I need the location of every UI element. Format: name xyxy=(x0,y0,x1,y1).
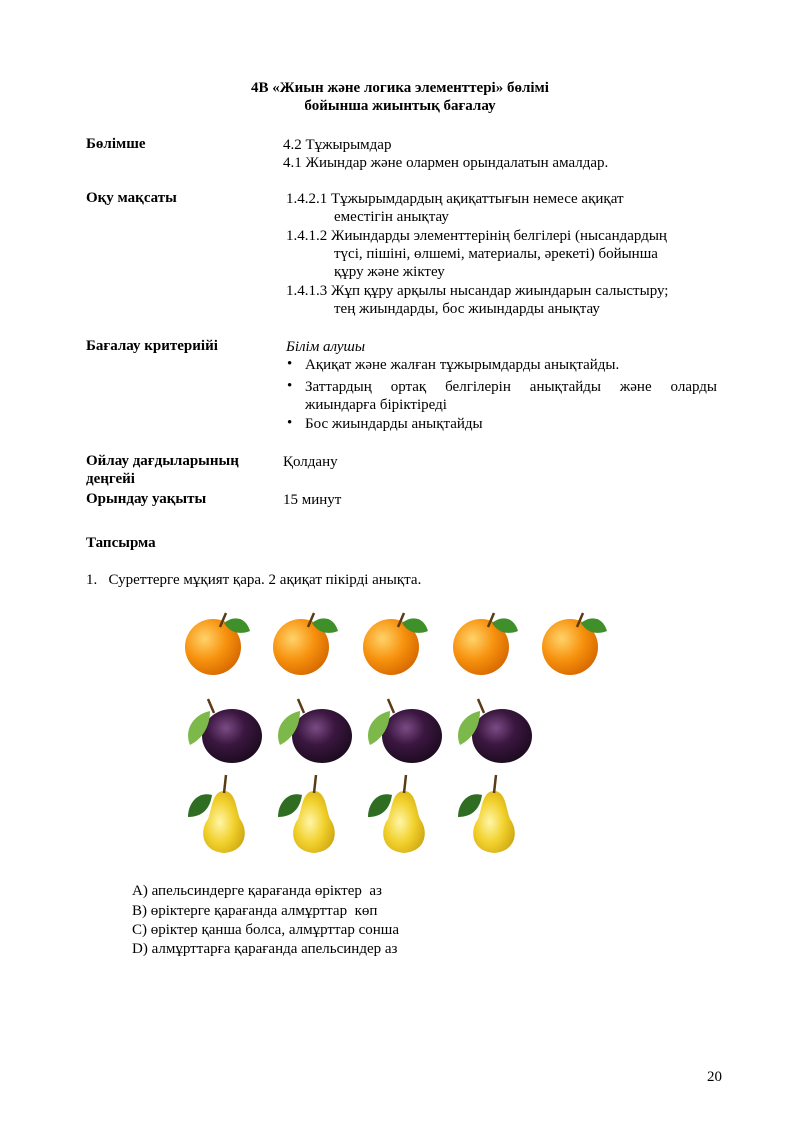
section-value-1: 4.2 Тұжырымдар xyxy=(283,137,392,153)
criteria-intro: Білім алушы xyxy=(286,339,366,355)
time-value: 15 минут xyxy=(283,492,342,508)
task-heading: Тапсырма xyxy=(86,535,156,551)
fruit-picture xyxy=(180,605,620,860)
goal-3-line1: 1.4.1.3 Жұп құру арқылы нысандар жиындарын салыстыру; xyxy=(286,283,669,299)
goal-3-line2: тең жиындарды, бос жиындарды анықтау xyxy=(334,301,600,317)
pear-icon xyxy=(272,773,352,858)
answer-option-d: D) алмұрттарға қарағанда апельсиндер аз xyxy=(132,941,398,957)
orange-icon xyxy=(268,605,348,680)
page-number: 20 xyxy=(707,1069,722,1085)
bullet-icon: • xyxy=(287,356,293,372)
criteria-label: Бағалау критериійі xyxy=(86,338,218,354)
goal-2-line2: түсі, пішіні, өлшемі, материалы, әрекеті) бойынша xyxy=(334,246,658,262)
plum-icon xyxy=(182,693,267,768)
bullet-icon: • xyxy=(287,378,293,394)
section-label: Бөлімше xyxy=(86,136,146,152)
goal-1-line2: еместігін анықтау xyxy=(334,209,449,225)
criterion-1: Ақиқат және жалған тұжырымдарды анықтайды. xyxy=(305,357,620,373)
thinking-label-line1: Ойлау дағдыларының xyxy=(86,453,239,469)
goal-2-line3: құру және жіктеу xyxy=(334,264,445,280)
pear-icon xyxy=(362,773,442,858)
criterion-2-line2: жиындарға біріктіреді xyxy=(305,397,447,413)
time-label: Орындау уақыты xyxy=(86,491,207,507)
thinking-label-line2: деңгейі xyxy=(86,471,135,487)
pear-icon xyxy=(452,773,532,858)
pear-icon xyxy=(182,773,262,858)
orange-icon xyxy=(537,605,617,680)
page-title-line2: бойынша жиынтық бағалау xyxy=(304,98,496,114)
thinking-value: Қолдану xyxy=(283,454,338,470)
goals-label: Оқу мақсаты xyxy=(86,190,177,206)
plum-icon xyxy=(452,693,537,768)
answer-option-a: A) апельсиндерге қарағанда өріктер аз xyxy=(132,883,382,899)
task-question: 1. Суреттерге мұқият қара. 2 ақиқат пікірді анықта. xyxy=(86,572,422,588)
criterion-3: Бос жиындарды анықтайды xyxy=(305,416,483,432)
page-title-line1: 4В «Жиын және логика элементтері» бөлімі xyxy=(251,80,549,96)
answer-option-c: C) өріктер қанша болса, алмұрттар сонша xyxy=(132,922,399,938)
goal-2-line1: 1.4.1.2 Жиындарды элементтерінің белгілері (нысандардың xyxy=(286,228,667,244)
answer-option-b: B) өріктерге қарағанда алмұрттар көп xyxy=(132,903,378,919)
bullet-icon: • xyxy=(287,415,293,431)
orange-icon xyxy=(358,605,438,680)
orange-icon xyxy=(180,605,260,680)
plum-icon xyxy=(362,693,447,768)
criterion-2-line1: Заттардың ортақ белгілерін анықтайды және оларды xyxy=(305,379,717,395)
goal-1-line1: 1.4.2.1 Тұжырымдардың ақиқаттығын немесе ақиқат xyxy=(286,191,624,207)
section-value-2: 4.1 Жиындар және олармен орындалатын амалдар. xyxy=(283,155,609,171)
plum-icon xyxy=(272,693,357,768)
orange-icon xyxy=(448,605,528,680)
